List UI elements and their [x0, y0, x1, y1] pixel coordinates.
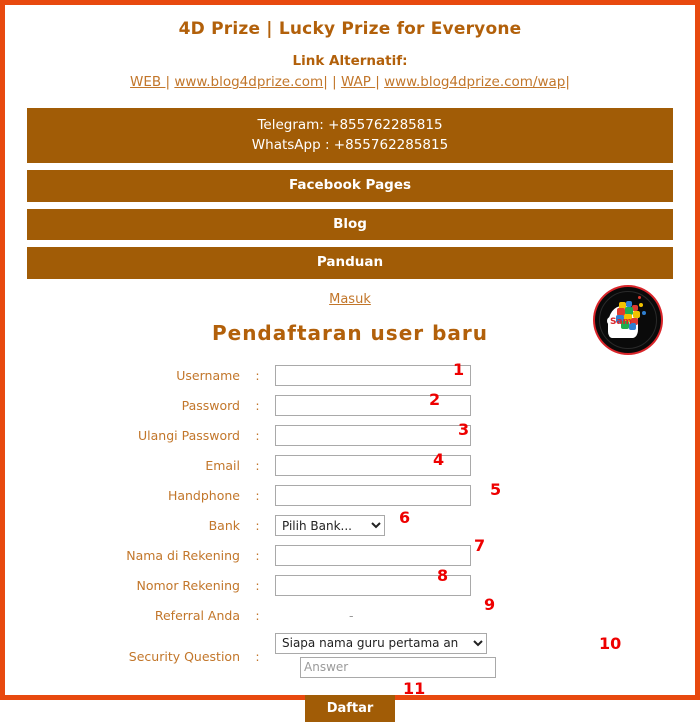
field-password-wrap: [275, 395, 695, 416]
email-input[interactable]: [275, 455, 471, 476]
panduan-bar[interactable]: Panduan: [27, 247, 673, 279]
masuk-link[interactable]: Masuk: [329, 291, 371, 307]
logo-text: Sam: [610, 317, 632, 327]
field-handphone-wrap: [275, 485, 695, 506]
label-referral: Referral Anda: [154, 608, 240, 624]
alt-links-row: [5, 74, 695, 90]
link-sep-3: |: [332, 74, 337, 90]
label-email: Email: [205, 458, 240, 474]
link-web[interactable]: WEB: [130, 74, 166, 90]
annotation-10: 10: [599, 634, 622, 653]
label-handphone: Handphone: [167, 488, 240, 504]
annotation-7: 7: [474, 536, 486, 555]
annotation-3: 3: [458, 420, 470, 439]
masuk-row: [5, 288, 695, 307]
blog-bar[interactable]: Blog: [27, 209, 673, 241]
form-row-email: [5, 451, 695, 481]
colon-bank: :: [255, 518, 260, 534]
form-row-repeat-password: [5, 421, 695, 451]
colon-username: :: [255, 368, 260, 384]
account-number-input[interactable]: [275, 575, 471, 596]
logo-puzzle-piece: [633, 311, 640, 318]
form-row-account-number: [5, 571, 695, 601]
field-account-name-wrap: [275, 545, 695, 566]
field-repeat-password-wrap: [275, 425, 695, 446]
field-email-wrap: [275, 455, 695, 476]
colon-referral: :: [255, 608, 260, 624]
annotation-1: 1: [453, 360, 465, 379]
form-row-security-question: [5, 631, 695, 679]
alt-link-label: Link Alternatif:: [292, 53, 408, 69]
form-row-password: [5, 391, 695, 421]
colon-email: :: [255, 458, 260, 474]
username-input[interactable]: [275, 365, 471, 386]
link-sep-4: |: [375, 74, 380, 90]
form-row-username: [5, 361, 695, 391]
account-name-input[interactable]: [275, 545, 471, 566]
logo-sparkle: [639, 303, 643, 307]
contact-bar[interactable]: [27, 108, 673, 163]
annotation-11: 11: [403, 679, 426, 698]
label-bank: Bank: [208, 518, 240, 534]
security-question-select[interactable]: [275, 633, 487, 654]
password-input[interactable]: [275, 395, 471, 416]
label-repeat-password: Ulangi Password: [138, 428, 240, 444]
whatsapp-label: WhatsApp : +855762285815: [251, 136, 449, 153]
link-sep-1: |: [165, 74, 171, 90]
colon-account-number: :: [255, 578, 260, 594]
form-row-bank: [5, 508, 695, 541]
annotation-5: 5: [490, 480, 502, 499]
colon-repeat-password: :: [255, 428, 260, 444]
colon-password: :: [255, 398, 260, 414]
logo-sparkle: [638, 296, 641, 299]
annotation-9: 9: [484, 595, 496, 614]
label-account-number: Nomor Rekening: [136, 578, 240, 594]
label-account-name: Nama di Rekening: [126, 548, 240, 564]
link-wap-url[interactable]: www.blog4dprize.com/wap: [384, 74, 566, 90]
field-security-question-wrap: [275, 631, 695, 678]
form-heading: Pendaftaran user baru: [211, 320, 489, 345]
field-bank-wrap: [275, 515, 695, 536]
form-row-handphone: [5, 481, 695, 511]
colon-account-name: :: [255, 548, 260, 564]
label-password: Password: [181, 398, 240, 414]
facebook-pages-bar[interactable]: Facebook Pages: [27, 170, 673, 202]
link-web-url[interactable]: www.blog4dprize.com: [174, 74, 324, 90]
link-sep-5: |: [565, 74, 570, 90]
form-row-account-name: [5, 541, 695, 571]
colon-security-question: :: [255, 648, 260, 664]
colon-handphone: :: [255, 488, 260, 504]
label-username: Username: [176, 368, 240, 384]
sam-brain-logo-icon: [595, 287, 661, 353]
annotation-4: 4: [433, 450, 445, 469]
field-username-wrap: [275, 365, 695, 386]
link-sep-2: |: [323, 74, 328, 90]
submit-row: [5, 695, 695, 722]
form-row-referral: [5, 601, 695, 631]
security-question-stack: [275, 631, 496, 678]
label-security-question: Security Question: [128, 648, 240, 664]
annotation-2: 2: [429, 390, 441, 409]
field-referral-wrap: [275, 608, 695, 623]
logo-sparkle: [642, 311, 646, 315]
bank-select[interactable]: [275, 515, 385, 536]
banner-bar-list: [27, 108, 673, 279]
annotation-6: 6: [399, 508, 411, 527]
page-title: 4D Prize | Lucky Prize for Everyone: [178, 19, 522, 39]
annotation-8: 8: [437, 566, 449, 585]
registration-form: [5, 361, 695, 722]
daftar-submit-button[interactable]: Daftar: [305, 695, 396, 722]
security-answer-input[interactable]: [300, 657, 496, 678]
referral-value: -: [349, 608, 354, 624]
telegram-label: Telegram: +855762285815: [257, 117, 443, 133]
page-inner: [5, 19, 695, 716]
field-account-number-wrap: [275, 575, 695, 596]
link-wap[interactable]: WAP: [340, 74, 376, 90]
handphone-input[interactable]: [275, 485, 471, 506]
repeat-password-input[interactable]: [275, 425, 471, 446]
